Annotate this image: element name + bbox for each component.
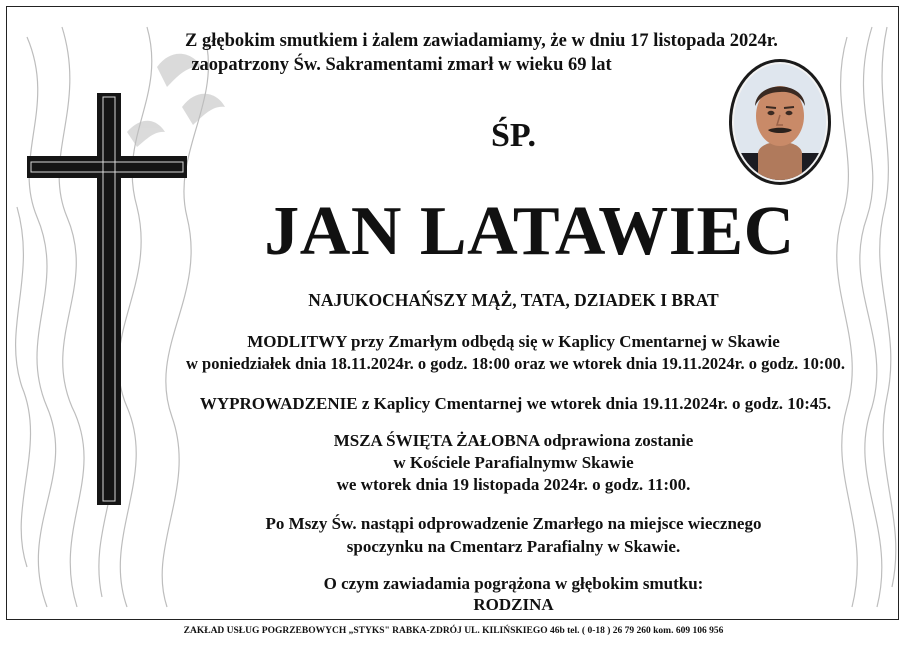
intro-line-2: zaopatrzony Św. Sakramentami zmarł w wieku 69 lat — [191, 55, 612, 75]
funeral-home-footer: ZAKŁAD USŁUG POGRZEBOWYCH „STYKS" RABKA-ZDRÓJ UL. KILIŃSKIEGO 46b tel. ( 0-18 ) 26 79 260 kom. 609 106 956 — [183, 626, 724, 636]
mass-text: odprawiona zostanie — [539, 431, 694, 450]
procession-text: z Kaplicy Cmentarnej we wtorek dnia 19.11.2024r. o godz. 10:45. — [357, 394, 832, 413]
procession-line — [69, 394, 899, 414]
intro-line-1: Z głębokim smutkiem i żalem zawiadamiamy, że w dniu 17 listopada 2024r. — [185, 31, 778, 51]
closing-line: O czym zawiadamia pogrążona w głębokim smutku: — [323, 574, 704, 593]
prayers-text: przy Zmarłym odbędą się w Kaplicy Cmentarnej w Skawie — [346, 332, 780, 351]
burial-line-1: Po Mszy Św. nastąpi odprowadzenie Zmarłego na miejsce wiecznego — [265, 514, 762, 533]
prayers-lead: MODLITWY — [247, 332, 347, 351]
prayers-line-2: w poniedziałek dnia 18.11.2024r. o godz. 18:00 oraz we wtorek dnia 19.11.2024r. o godz. 10:00. — [186, 354, 845, 373]
mass-lead: MSZA ŚWIĘTA ŻAŁOBNA — [333, 431, 540, 450]
family-relation: NAJUKOCHAŃSZY MĄŻ, TATA, DZIADEK I BRAT — [308, 290, 719, 310]
procession-lead: WYPROWADZENIE — [199, 394, 358, 413]
deceased-portrait — [728, 58, 832, 186]
mass-line-2: w Kościele Parafialnymw Skawie — [393, 453, 634, 472]
closing-family: RODZINA — [473, 595, 554, 614]
mass-line-1 — [67, 431, 899, 451]
deceased-name: JAN LATAWIEC — [264, 193, 795, 270]
burial-line-2: spoczynku na Cmentarz Parafialny w Skawie. — [346, 537, 681, 556]
prayers-line-1 — [67, 332, 899, 352]
mass-line-3: we wtorek dnia 19 listopada 2024r. o godz. 11:00. — [336, 475, 691, 494]
name-prefix: ŚP. — [490, 117, 537, 154]
